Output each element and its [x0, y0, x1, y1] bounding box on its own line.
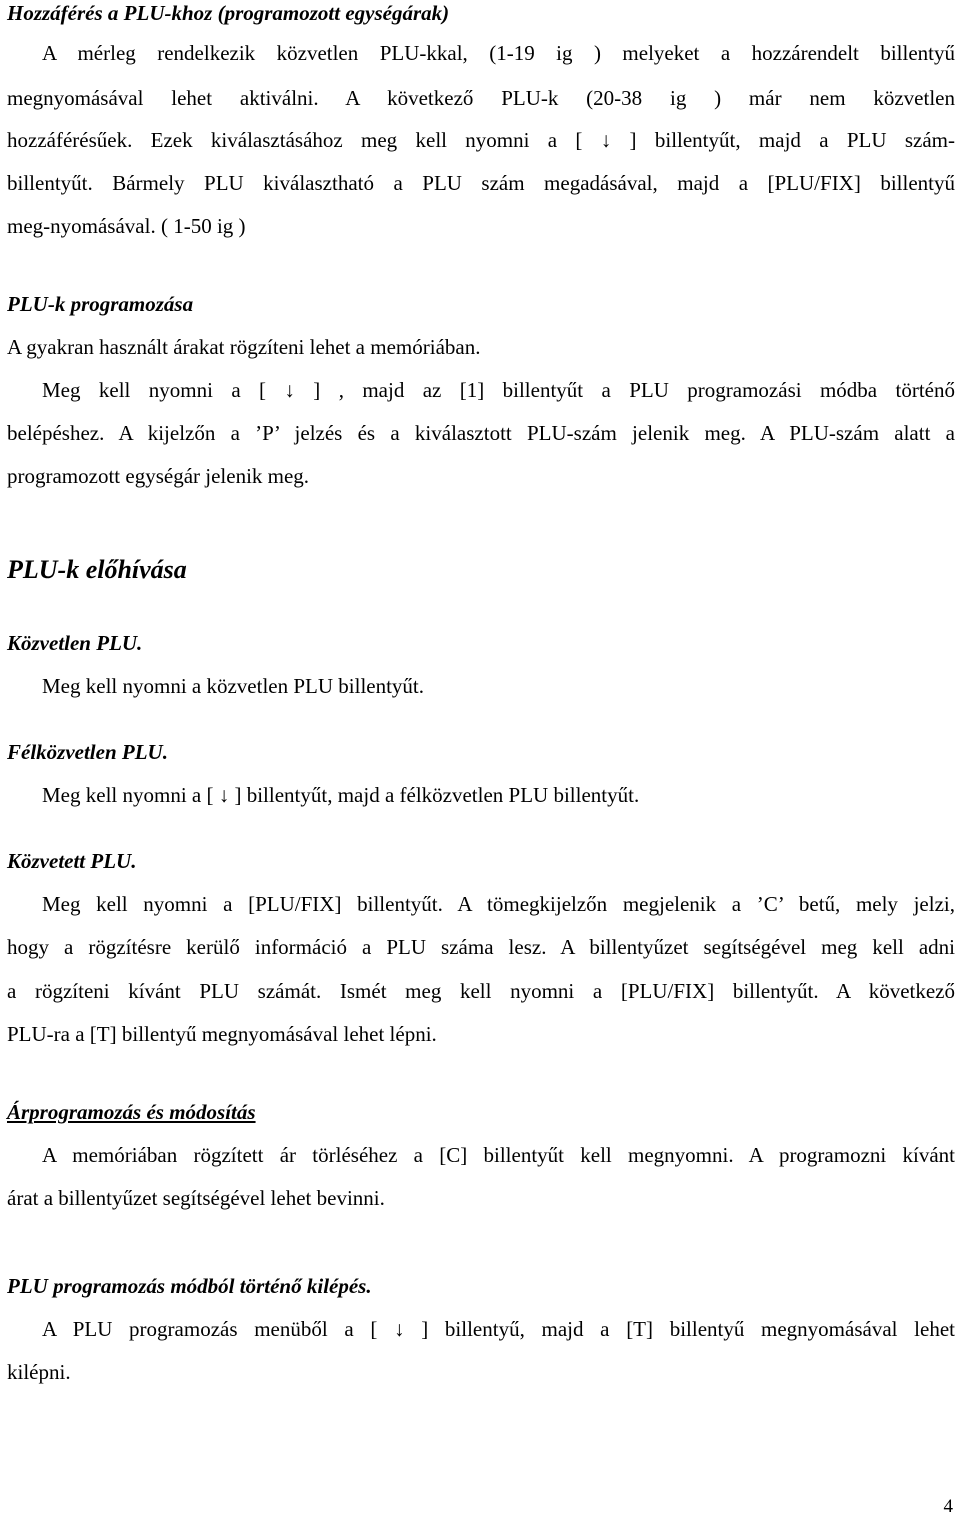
- heading-plu-programming: PLU-k programozása: [7, 292, 194, 316]
- page-number: 4: [943, 1496, 953, 1517]
- heading-plu-recall: PLU-k előhívása: [7, 555, 187, 584]
- paragraph-line: kilépni.: [7, 1360, 71, 1384]
- heading-semidirect-plu: Félközvetlen PLU.: [7, 740, 168, 764]
- paragraph-line: Meg kell nyomni a közvetlen PLU billentyűt.: [42, 674, 425, 698]
- paragraph-line: meg-nyomásával. ( 1-50 ig ): [7, 214, 246, 238]
- heading-plu-access: Hozzáférés a PLU-khoz (programozott egységárak): [7, 1, 450, 25]
- paragraph-line: hogy a rögzítésre kerülő információ a PLU száma lesz. A billentyűzet segítségével meg kell adni: [7, 935, 955, 959]
- paragraph-line: A mérleg rendelkezik közvetlen PLU-kkal, (1-19 ig ) melyeket a hozzárendelt billentyű: [42, 41, 955, 65]
- paragraph-line: A gyakran használt árakat rögzíteni lehet a memóriában.: [7, 335, 481, 359]
- heading-direct-plu: Közvetlen PLU.: [7, 631, 143, 655]
- heading-exit-programming: PLU programozás módból történő kilépés.: [7, 1274, 372, 1298]
- paragraph-line: PLU-ra a [T] billentyű megnyomásával lehet lépni.: [7, 1022, 437, 1046]
- paragraph-line: Meg kell nyomni a [ ↓ ] , majd az [1] billentyűt a PLU programozási módba történő: [42, 378, 955, 402]
- paragraph-line: A PLU programozás menüből a [ ↓ ] billentyű, majd a [T] billentyű megnyomásával lehet: [42, 1317, 955, 1341]
- paragraph-line: megnyomásával lehet aktiválni. A következő PLU-k (20-38 ig ) már nem közvetlen: [7, 86, 955, 110]
- paragraph-line: Meg kell nyomni a [ ↓ ] billentyűt, majd a félközvetlen PLU billentyűt.: [42, 783, 640, 807]
- paragraph-line: A memóriában rögzített ár törléséhez a [C] billentyűt kell megnyomni. A programozni kívánt: [42, 1143, 955, 1167]
- paragraph-line: hozzáférésűek. Ezek kiválasztásához meg kell nyomni a [ ↓ ] billentyűt, majd a PLU szám-: [7, 128, 955, 152]
- paragraph-line: Meg kell nyomni a [PLU/FIX] billentyűt. A tömegkijelzőn megjelenik a ’C’ betű, mely jelzi,: [42, 892, 955, 916]
- paragraph-line: a rögzíteni kívánt PLU számát. Ismét meg kell nyomni a [PLU/FIX] billentyűt. A következő: [7, 979, 955, 1003]
- paragraph-line: belépéshez. A kijelzőn a ’P’ jelzés és a kiválasztott PLU-szám jelenik meg. A PLU-szám alatt a: [7, 421, 955, 445]
- paragraph-line: billentyűt. Bármely PLU kiválasztható a PLU szám megadásával, majd a [PLU/FIX] billentyű: [7, 171, 955, 195]
- paragraph-line: programozott egységár jelenik meg.: [7, 464, 310, 488]
- paragraph-line: árat a billentyűzet segítségével lehet bevinni.: [7, 1186, 385, 1210]
- heading-indirect-plu: Közvetett PLU.: [7, 849, 137, 873]
- heading-price-programming: Árprogramozás és módosítás: [7, 1100, 256, 1124]
